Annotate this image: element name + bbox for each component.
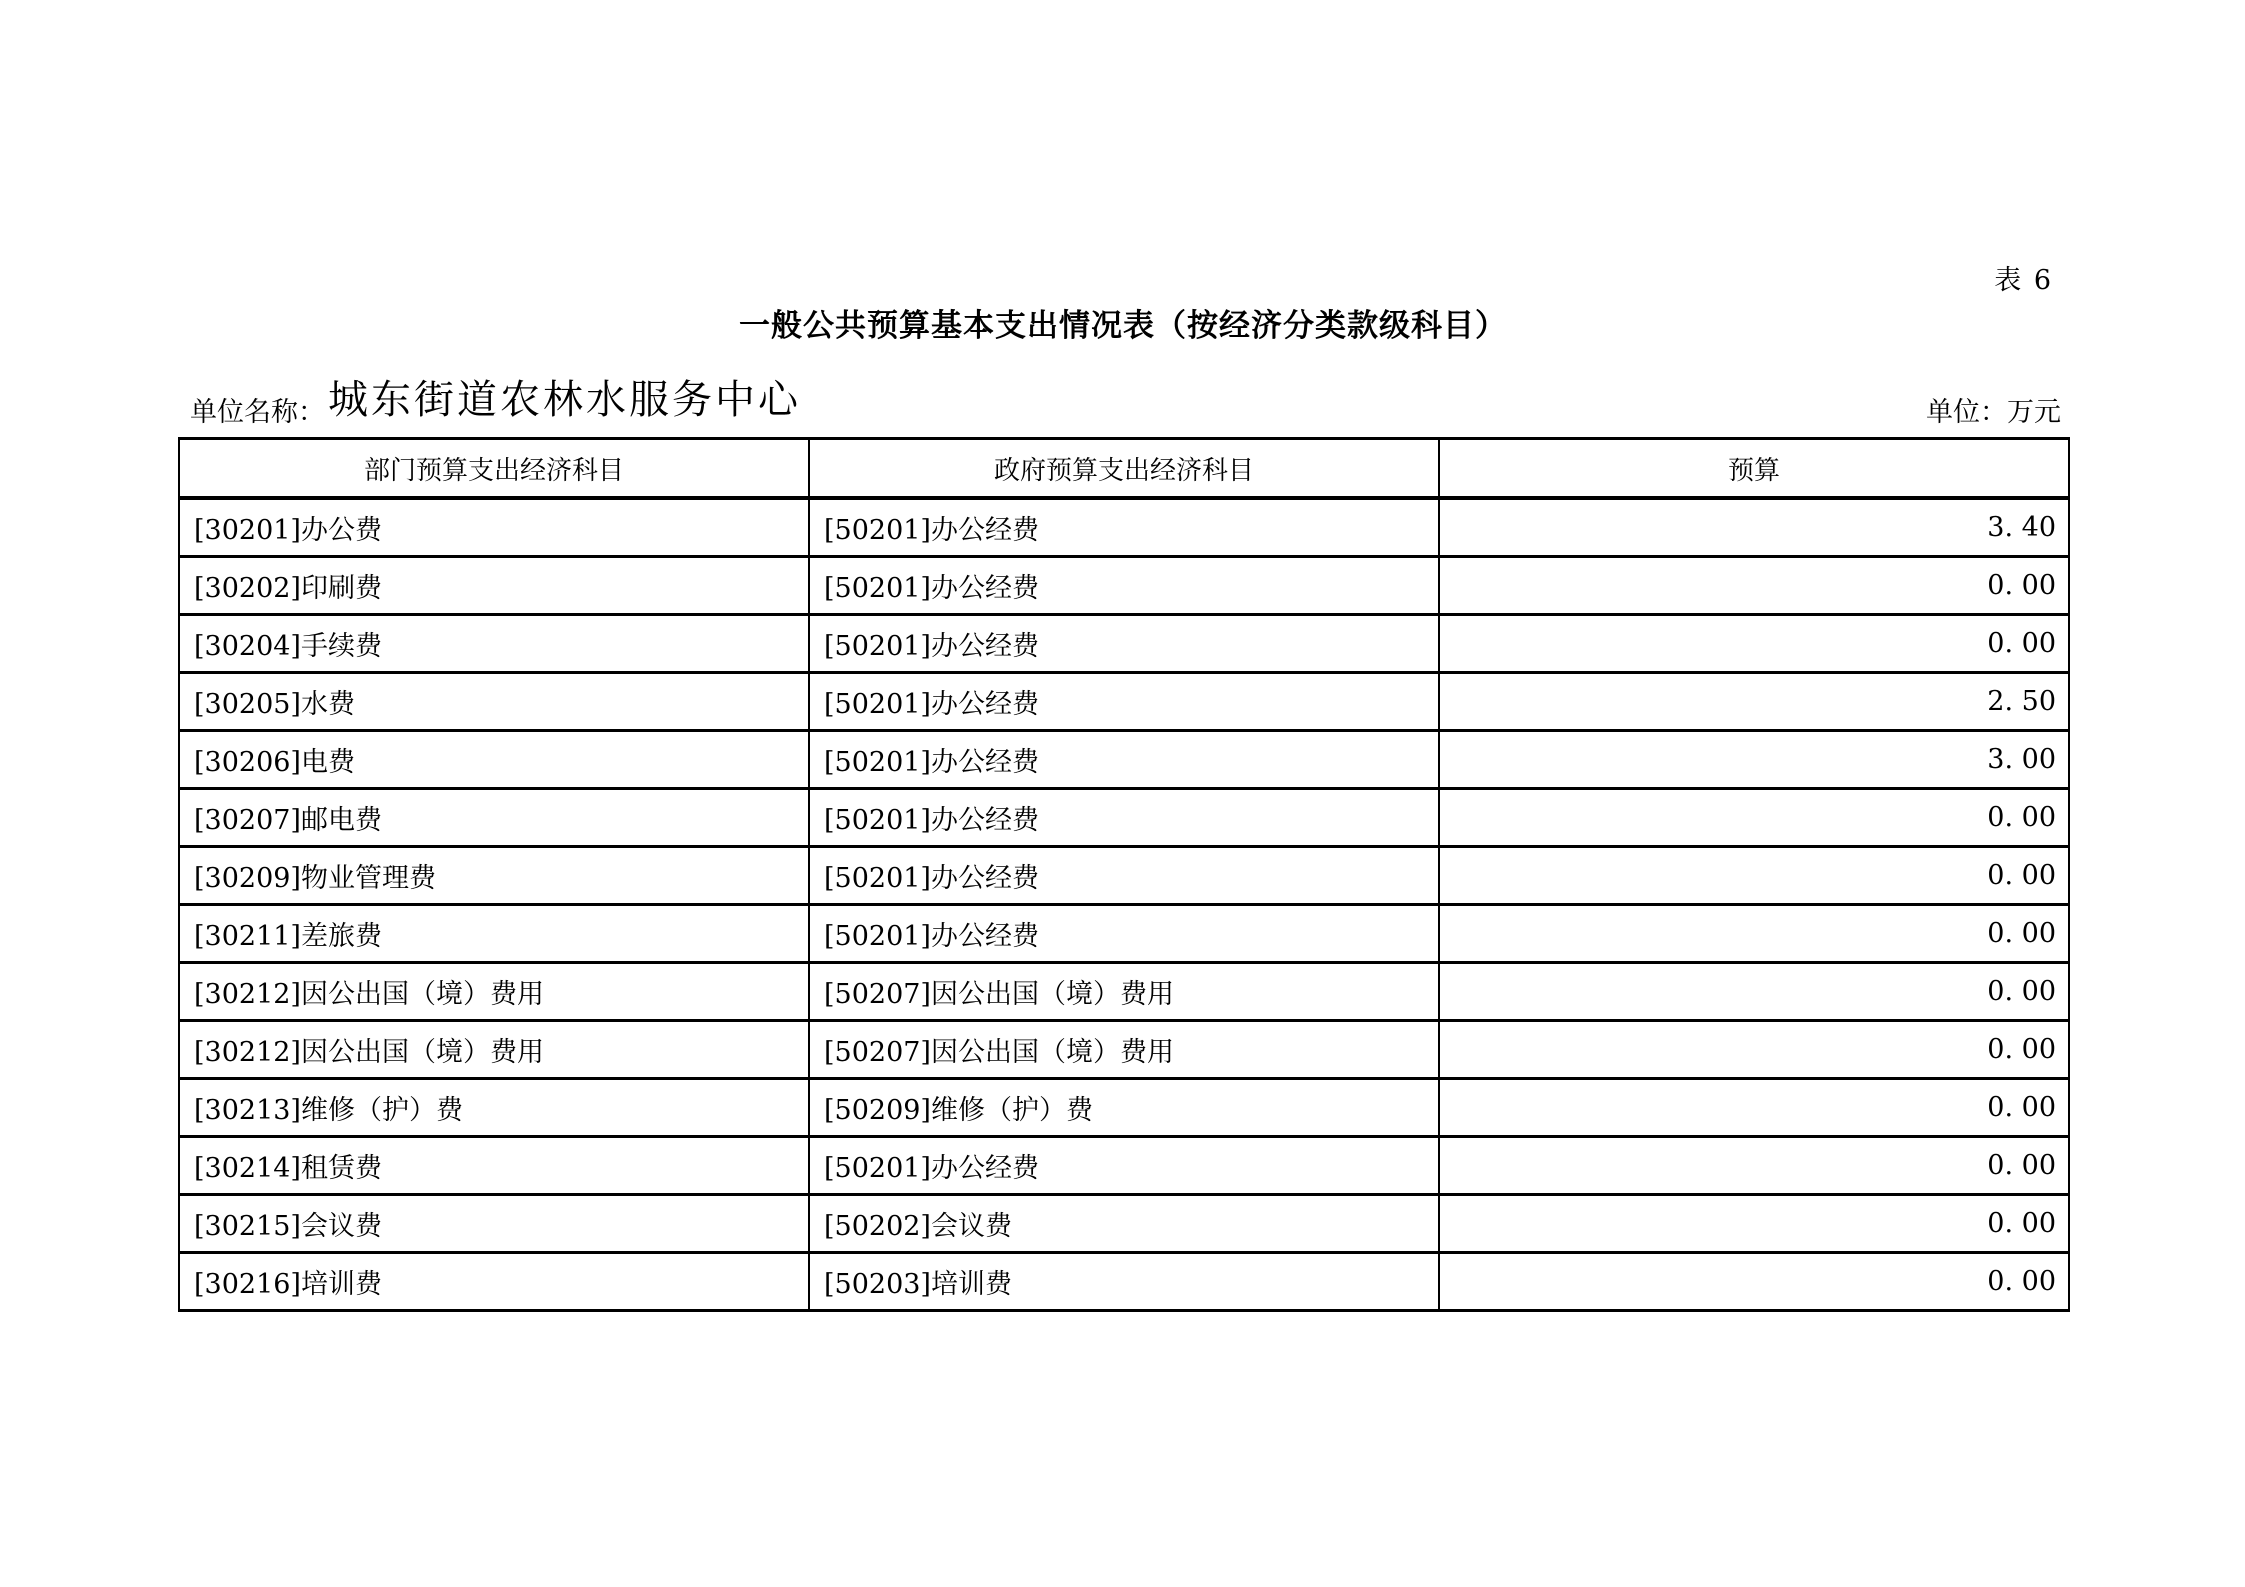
page-title: 一般公共预算基本支出情况表（按经济分类款级科目） (739, 308, 1507, 344)
government-subject-cell: [50201]办公经费 (809, 498, 1439, 557)
budget-value-cell: 0. 00 (1439, 789, 2069, 847)
table-row (179, 673, 2069, 731)
column-header-budget: 预算 (1439, 439, 2069, 499)
column-header-department: 部门预算支出经济科目 (179, 439, 809, 499)
table-row (179, 498, 2069, 557)
table-row (179, 1195, 2069, 1253)
budget-value-cell: 0. 00 (1439, 1195, 2069, 1253)
budget-value-cell: 0. 00 (1439, 557, 2069, 615)
budget-value-cell: 0. 00 (1439, 963, 2069, 1021)
department-subject-cell: [30213]维修（护）费 (179, 1079, 809, 1137)
table-row (179, 789, 2069, 847)
department-subject-cell: [30214]租赁费 (179, 1137, 809, 1195)
department-subject-cell: [30207]邮电费 (179, 789, 809, 847)
government-subject-cell: [50201]办公经费 (809, 673, 1439, 731)
department-subject-cell: [30204]手续费 (179, 615, 809, 673)
table-body (179, 498, 2069, 1311)
budget-value-cell: 2. 50 (1439, 673, 2069, 731)
government-subject-cell: [50209]维修（护）费 (809, 1079, 1439, 1137)
department-subject-cell: [30206]电费 (179, 731, 809, 789)
department-subject-cell: [30211]差旅费 (179, 905, 809, 963)
table-header (179, 439, 2069, 499)
government-subject-cell: [50207]因公出国（境）费用 (809, 1021, 1439, 1079)
unit-of-measure-label: 单位：万元 (1926, 397, 2061, 428)
budget-value-cell: 0. 00 (1439, 1137, 2069, 1195)
government-subject-cell: [50201]办公经费 (809, 731, 1439, 789)
unit-name-label: 单位名称： (190, 397, 325, 428)
table-row (179, 1137, 2069, 1195)
column-header-government: 政府预算支出经济科目 (809, 439, 1439, 499)
budget-table (178, 437, 2070, 1312)
table-number-label: 表 6 (1994, 265, 2053, 296)
department-subject-cell: [30201]办公费 (179, 498, 809, 557)
department-subject-cell: [30212]因公出国（境）费用 (179, 1021, 809, 1079)
budget-value-cell: 0. 00 (1439, 1021, 2069, 1079)
budget-value-cell: 0. 00 (1439, 1253, 2069, 1311)
government-subject-cell: [50201]办公经费 (809, 1137, 1439, 1195)
government-subject-cell: [50202]会议费 (809, 1195, 1439, 1253)
department-subject-cell: [30215]会议费 (179, 1195, 809, 1253)
table-header-row (179, 439, 2069, 499)
government-subject-cell: [50207]因公出国（境）费用 (809, 963, 1439, 1021)
department-subject-cell: [30212]因公出国（境）费用 (179, 963, 809, 1021)
department-subject-cell: [30205]水费 (179, 673, 809, 731)
table-row (179, 1253, 2069, 1311)
department-subject-cell: [30202]印刷费 (179, 557, 809, 615)
government-subject-cell: [50201]办公经费 (809, 557, 1439, 615)
government-subject-cell: [50201]办公经费 (809, 615, 1439, 673)
government-subject-cell: [50201]办公经费 (809, 847, 1439, 905)
budget-value-cell: 3. 40 (1439, 498, 2069, 557)
table-row (179, 905, 2069, 963)
table-row (179, 557, 2069, 615)
table-row (179, 1079, 2069, 1137)
budget-value-cell: 0. 00 (1439, 905, 2069, 963)
table-row (179, 615, 2069, 673)
government-subject-cell: [50203]培训费 (809, 1253, 1439, 1311)
table-row (179, 847, 2069, 905)
table-row (179, 963, 2069, 1021)
budget-value-cell: 0. 00 (1439, 1079, 2069, 1137)
department-subject-cell: [30216]培训费 (179, 1253, 809, 1311)
government-subject-cell: [50201]办公经费 (809, 905, 1439, 963)
budget-value-cell: 0. 00 (1439, 847, 2069, 905)
budget-value-cell: 0. 00 (1439, 615, 2069, 673)
budget-value-cell: 3. 00 (1439, 731, 2069, 789)
department-subject-cell: [30209]物业管理费 (179, 847, 809, 905)
government-subject-cell: [50201]办公经费 (809, 789, 1439, 847)
unit-name-value: 城东街道农林水服务中心 (328, 377, 801, 423)
table-row (179, 731, 2069, 789)
table-row (179, 1021, 2069, 1079)
